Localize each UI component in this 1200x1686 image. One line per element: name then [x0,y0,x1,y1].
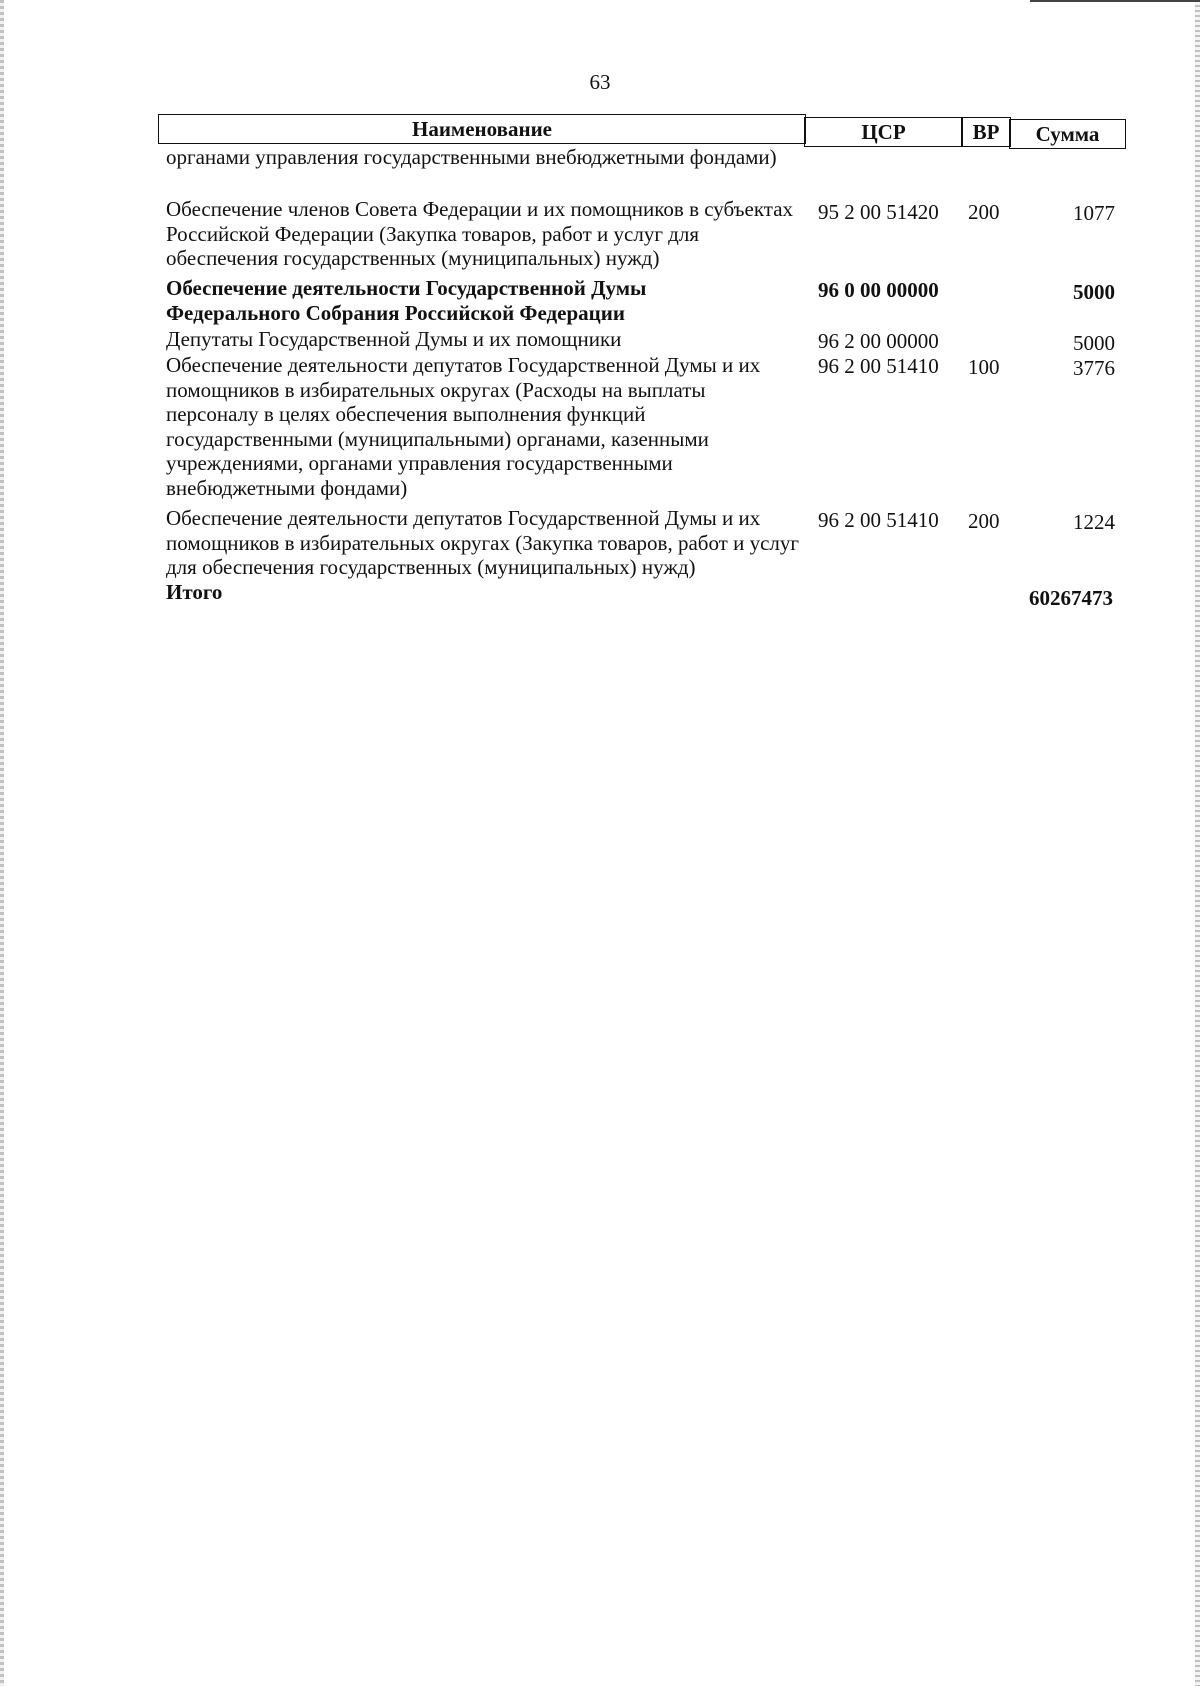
total-label: Итого [166,580,223,604]
row-name: Обеспечение деятельности депутатов Государственной Думы и их помощников в избирательных округах (Расходы на выплаты персоналу в целях обеспечения выполнения функций государственными (муниципальными) органами, казенными учреждениями, органами управления государственными внебюджетными фондами) [166,353,761,500]
row-sum: 5000 [1073,280,1115,304]
row-name: Обеспечение деятельности Государственной Думы Федерального Собрания Российской Федерации [166,276,647,325]
row-sum: 1077 [1073,201,1115,225]
row-csr: 96 2 00 00000 [818,329,939,353]
row-csr: 95 2 00 51420 [818,200,939,224]
row-vr: 200 [968,509,1000,533]
scan-top-mark [1030,0,1200,2]
header-csr: ЦСР [804,117,963,147]
row-csr: 96 2 00 51410 [818,354,939,378]
row-name: Обеспечение деятельности депутатов Государственной Думы и их помощников в избирательных округах (Закупка товаров, работ и услуг для обеспечения государственных (муниципальных) нужд) [166,506,800,579]
row-csr: 96 2 00 51410 [818,508,939,532]
row-csr: 96 0 00 00000 [818,278,939,302]
header-name: Наименование [158,114,806,144]
header-vr: ВР [961,117,1011,147]
row-sum: 1224 [1073,510,1115,534]
row-name: органами управления государственными внебюджетными фондами) [166,145,777,169]
row-sum: 5000 [1073,331,1115,355]
row-name: Обеспечение членов Совета Федерации и их помощников в субъектах Российской Федерации (Закупка товаров, работ и услуг для обеспечения государственных (муниципальных) нужд) [166,197,794,270]
row-name: Депутаты Государственной Думы и их помощники [166,327,622,351]
total-sum: 60267473 [1029,586,1113,610]
scan-edge-right [1195,0,1200,1686]
page-number: 63 [589,70,611,94]
row-sum: 3776 [1073,356,1115,380]
table-header [158,114,1126,146]
row-vr: 100 [968,355,1000,379]
scan-edge-left [0,0,4,1686]
header-sum: Сумма [1009,119,1126,149]
row-vr: 200 [968,200,1000,224]
